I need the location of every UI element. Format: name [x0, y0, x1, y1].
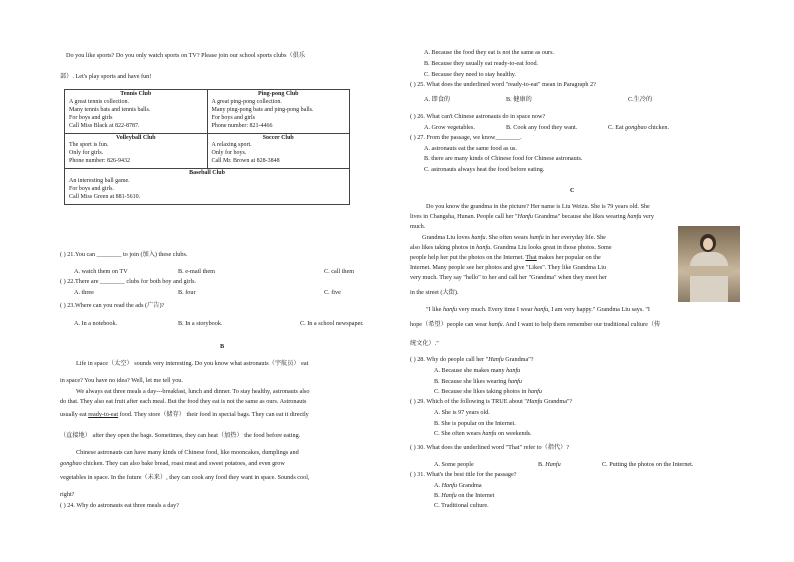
passage-c-text: . She often wears: [485, 234, 530, 241]
passage-b-line: vegetables in space. In the future（未来）, they can cook any food they want in space. Sounds cool,: [60, 474, 310, 481]
intro-line-2: 部）. Let's play sports and have fun!: [60, 73, 152, 80]
tennis-line: Many tennis bats and tennis balls.: [69, 106, 151, 113]
passage-c-line: Internet. Many people see her photos and give "Likes". They like Grandma Liu: [410, 264, 607, 271]
passage-c-line: much.: [410, 223, 426, 230]
q25-option-c: C.生冷的: [628, 96, 653, 103]
q30-option-a: A. Some people: [434, 461, 474, 468]
question-25: ( ) 25. What does the underlined word "ready-to-eat" mean in Paragraph 2?: [410, 81, 596, 88]
photo-robe: [690, 252, 728, 302]
passage-c-text: "I like: [426, 306, 443, 313]
underlined-that: That: [525, 254, 537, 261]
question-21: ( ) 21.You can ________ to join (加入) these clubs.: [60, 251, 188, 258]
q22-option-b: B. four: [178, 289, 196, 296]
soccer-line: Call Mr. Brown at 828-3848: [211, 158, 280, 165]
tennis-club-title: Tennis Club: [120, 91, 152, 97]
passage-c-text: Grandma Liu loves: [422, 234, 472, 241]
passage-c-text: Hanfu: [517, 213, 533, 220]
q26-c-text: gongbao: [625, 124, 647, 131]
question-26: ( ) 26. What can't Chinese astronauts do in space now?: [410, 113, 546, 120]
pingpong-club-title: Ping-pong Club: [257, 91, 299, 97]
soccer-line: A relaxing sport.: [211, 142, 252, 149]
pingpong-line: A great ping-pong collection.: [211, 98, 282, 105]
q26-c-text: C. Eat: [608, 124, 626, 131]
q28-option-b: [434, 378, 522, 386]
passage-c-text: people help her put the photos on the Internet.: [410, 254, 526, 261]
passage-b-text: food. They store（储存） their food in special bags. They can eat it directly: [118, 411, 309, 418]
passage-c-text: also likes taking photos in: [410, 244, 477, 251]
passage-b-line: We always eat three meals a day---breakfast, lunch and dinner. To stay healthy, astronauts also: [76, 388, 310, 395]
q29-c-text: on weekends.: [496, 430, 532, 437]
q29-text: Hanfu: [526, 398, 543, 405]
tennis-line: A great tennis collection.: [69, 98, 129, 105]
passage-c-text: hanfu: [488, 321, 503, 328]
q30-b-text: Hanfu: [545, 461, 561, 468]
passage-b-line: Chinese astronauts can have many kinds of Chinese food, like mooncakes, dumplings and: [76, 449, 299, 456]
q30-b-text: B.: [538, 461, 546, 468]
q31-option-a: [434, 482, 482, 490]
q23-option-a: A. In a notebook.: [74, 320, 118, 327]
volleyball-line: The sport is fun.: [69, 142, 109, 149]
section-b-heading: B: [220, 343, 225, 350]
q29-c-text: C. She often wears: [434, 430, 483, 437]
pingpong-club-cell: [207, 90, 350, 134]
passage-c-text: hanfu: [476, 244, 491, 251]
volleyball-club-title: Volleyball Club: [115, 134, 156, 141]
q27-option-b: B. there are many kinds of Chinese food for Chinese astronauts.: [424, 155, 583, 162]
q31-a-text: A.: [434, 482, 442, 489]
tennis-line: For boys and girls: [69, 114, 113, 121]
passage-b-text: eat: [79, 411, 89, 418]
q26-option-c: [608, 124, 669, 132]
passage-c-text: . And I want to help them remember our traditional culture（传: [502, 321, 661, 328]
photo-face: [703, 238, 713, 250]
passage-b-text: chicken. They can also bake bread, roast meat and sweet potatoes, and even grow: [81, 460, 285, 467]
q28-option-a: [434, 367, 520, 375]
underlined-ready-to-eat: ready-to-eat: [88, 411, 119, 418]
pingpong-line: Many ping-pong bats and ping-pong balls.: [211, 106, 314, 113]
soccer-club-cell: [207, 133, 350, 169]
passage-b-line: （直接地） after they open the bags. Sometimes, they can heat（加热） the food before eating.: [60, 432, 301, 439]
q22-option-c: C. five: [324, 289, 341, 296]
q31-a-text: Grandma: [457, 482, 482, 489]
passage-c-text: hanfu: [442, 306, 458, 313]
question-22: ( ) 22.There are ________ clubs for both boy and girls.: [60, 278, 197, 285]
volleyball-club-cell: [65, 133, 208, 169]
passage-c-text: Grandma" because she likes wearing: [533, 213, 628, 220]
q31-a-text: Hanfu: [441, 482, 458, 489]
q31-b-text: Hanfu: [441, 492, 457, 499]
baseball-line: For boys and girls.: [69, 185, 114, 192]
pingpong-line: For boys and girls: [211, 114, 255, 121]
q27-option-c: C. astronauts always heat the food before eating.: [424, 166, 545, 173]
q29-option-a: A. She is 97 years old.: [434, 409, 490, 416]
section-c-heading: C: [570, 187, 575, 194]
passage-c-text: makes her popular on the: [536, 254, 601, 261]
pingpong-line: Phone number: 821-4466: [211, 122, 273, 129]
q28-text: Hanfu: [488, 356, 504, 363]
q26-c-text: chicken.: [646, 124, 670, 131]
passage-b-line: in space? You have no idea? Well, let me tell you.: [60, 377, 183, 384]
passage-b-line: Life in space（太空） sounds very interesting. Do you know what astronauts（宇航员） eat: [76, 360, 309, 367]
photo-sleeve: [686, 266, 732, 276]
passage-c-line: Do you know the grandma in the picture? Her name is Liu Weizu. She is 79 years old. She: [426, 203, 650, 210]
question-27: ( ) 27. From the passage, we know________.: [410, 134, 522, 141]
passage-c-text: hanfu: [534, 306, 549, 313]
passage-c-text: . Grandma Liu looks great in those photos. Some: [490, 244, 612, 251]
passage-b-text: gongbao: [60, 460, 82, 467]
q31-option-b: [434, 492, 494, 500]
passage-c-line: 统文化）.": [410, 340, 439, 347]
passage-c-line: [410, 254, 601, 262]
passage-c-text: hanfu: [627, 213, 642, 220]
q24-option-c: C. Because they need to stay healthy.: [424, 71, 517, 78]
passage-c-line: [422, 234, 606, 242]
q29-option-c: [434, 430, 532, 438]
tennis-club-cell: [65, 90, 208, 134]
q21-option-c: C. call them: [324, 268, 355, 275]
q31-option-c: C. Traditional culture.: [434, 502, 489, 509]
passage-b-line: right?: [60, 491, 75, 498]
q23-option-b: B. In a storybook.: [178, 320, 223, 327]
q24-option-b: B. Because they usually eat ready-to-eat food.: [424, 60, 539, 67]
baseball-line: An interesting ball game.: [69, 178, 130, 185]
passage-c-text: hanfu: [529, 234, 544, 241]
question-30: ( ) 30. What does the underlined word "That" refer to（指代）?: [410, 444, 570, 451]
passage-c-text: hope（希望）people can wear: [410, 321, 489, 328]
passage-c-text: very: [641, 213, 654, 220]
q26-option-b: B. Cook any food they want.: [506, 124, 578, 131]
passage-c-line: [426, 306, 650, 314]
q31-b-text: on the Internet: [456, 492, 495, 499]
q29-c-text: hanfu: [482, 430, 497, 437]
q28-text: ( ) 28. Why do people call her ": [410, 356, 489, 363]
passage-c-line: [410, 321, 660, 329]
passage-c-line: [410, 244, 612, 252]
q22-option-a: A. three: [74, 289, 94, 296]
question-29: [410, 398, 572, 406]
tennis-line: Call Miss Black at 822-8787.: [69, 122, 140, 129]
q30-option-b: [538, 461, 561, 469]
q28-b-text: hanfu: [507, 378, 522, 385]
question-23: ( ) 23.Where can you read the ads (广告)?: [60, 302, 165, 309]
q28-b-text: B. Because she likes wearing: [434, 378, 508, 385]
club-table: [64, 89, 350, 205]
passage-c-line: very much. They say "hello" to her and call her "Grandma" when they meet her: [410, 274, 607, 281]
q28-text: Grandma"?: [503, 356, 534, 363]
passage-c-line: [410, 213, 654, 221]
passage-b-line: [60, 460, 285, 468]
passage-c-text: lives in Changsha, Hunan. People call her ": [410, 213, 518, 220]
passage-b-text: usually: [60, 411, 80, 418]
soccer-club-title: Soccer Club: [262, 134, 294, 141]
baseball-line: Call Miss Green at 881-5610.: [69, 193, 141, 200]
q29-text: Grandma"?: [542, 398, 573, 405]
passage-c-text: in her everyday life. She: [543, 234, 606, 241]
q25-option-b: B. 健康的: [506, 96, 532, 103]
intro-line-1: Do you like sports? Do you only watch sports on TV? Please join our school sports clubs（俱乐: [66, 52, 306, 59]
q28-option-c: [434, 388, 542, 396]
q30-option-c: C. Putting the photos on the Internet.: [602, 461, 694, 468]
q25-option-a: A. 即食的: [424, 96, 451, 103]
q21-option-b: B. e-mail them: [178, 268, 215, 275]
passage-c-text: , I am very happy." Grandma Liu says. "I: [548, 306, 650, 313]
q28-c-text: C. Because she likes taking photos in: [434, 388, 528, 395]
passage-c-text: very much. Every time I wear: [457, 306, 535, 313]
baseball-club-title: Baseball Club: [189, 170, 225, 177]
baseball-club-cell: [65, 169, 350, 205]
volleyball-line: Phone number: 826-9432: [69, 158, 130, 165]
passage-c-text: hanfu: [471, 234, 486, 241]
q23-option-c: C. In a school newspaper.: [300, 320, 364, 327]
passage-b-line: do that. They also eat fruit after each meal. But the food they eat is not the same as ours. Astronauts: [60, 398, 307, 405]
passage-c-line: in the street (大街).: [410, 289, 459, 296]
q28-a-text: A. Because she makes many: [434, 367, 507, 374]
q31-b-text: B.: [434, 492, 442, 499]
question-28: [410, 356, 534, 364]
q29-text: ( ) 29. Which of the following is TRUE about ": [410, 398, 527, 405]
question-31: ( ) 31. What's the best title for the passage?: [410, 471, 517, 478]
q24-option-a: A. Because the food they eat is not the same as ours.: [424, 49, 555, 56]
q29-option-b: B. She is popular on the Internet.: [434, 420, 516, 427]
grandma-hanfu-photo: [678, 226, 740, 302]
q21-option-a: A. watch them on TV: [74, 268, 128, 275]
q28-c-text: hanfu: [527, 388, 542, 395]
volleyball-line: Only for girls.: [69, 150, 104, 157]
soccer-line: Only for boys.: [211, 150, 247, 157]
passage-b-line: [60, 411, 309, 419]
q27-option-a: A. astronauts eat the same food as us.: [424, 145, 517, 152]
q28-a-text: hanfu: [506, 367, 521, 374]
q26-option-a: A. Grow vegetables.: [424, 124, 475, 131]
question-24: ( ) 24. Why do astronauts eat three meals a day?: [60, 502, 179, 509]
